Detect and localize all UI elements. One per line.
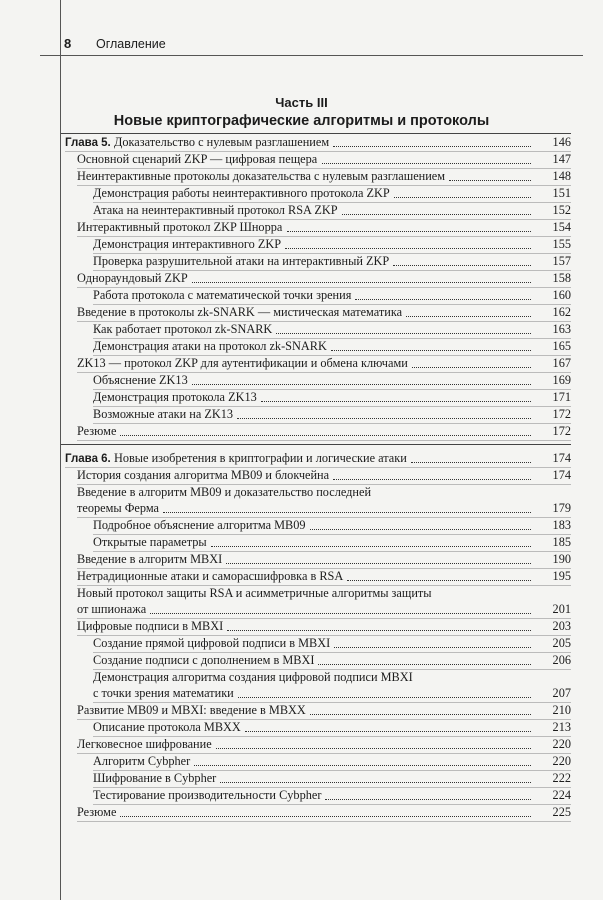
page-ref: 220 [552, 754, 571, 768]
page-ref: 179 [552, 501, 571, 515]
leader-dots [163, 512, 531, 513]
toc-entry-title [93, 254, 389, 270]
toc-entry-title [77, 152, 317, 168]
page-ref: 183 [552, 518, 571, 532]
row-rule [93, 423, 571, 424]
leader-dots [342, 214, 531, 215]
toc-entry-label: Однораундовый ZKP [77, 271, 188, 285]
leader-dots [276, 333, 531, 334]
toc-entry-label: ZK13 — протокол ZKP для аутентификации и обмена ключами [77, 356, 408, 370]
row-rule [77, 821, 571, 822]
toc-entry-title [93, 373, 188, 389]
page-ref: 163 [552, 322, 571, 336]
leader-dots [325, 799, 531, 800]
chapter-prefix: Глава 5. [65, 137, 114, 149]
leader-dots [333, 479, 531, 480]
page-ref: 205 [552, 636, 571, 650]
toc-entry-label: Нетрадиционные атаки и саморасшифровка в RSA [77, 569, 344, 583]
toc-entry-title [77, 805, 116, 821]
page-ref: 165 [552, 339, 571, 353]
toc-entry-title-line: Демонстрация алгоритма создания цифровой подписи MBXI [93, 670, 413, 684]
page-ref: 213 [552, 720, 571, 734]
toc-entry-title [77, 220, 282, 236]
toc-entry-label: теоремы Ферма [77, 501, 159, 515]
page-ref: 185 [552, 535, 571, 549]
toc-entry-label: Резюме [77, 805, 117, 819]
table-of-contents [60, 0, 571, 900]
row-rule [93, 804, 571, 805]
page-ref: 190 [552, 552, 571, 566]
leader-dots [226, 563, 531, 564]
leader-dots [347, 580, 531, 581]
leader-dots [285, 248, 531, 249]
toc-entry-title [77, 271, 188, 287]
toc-entry-label: от шпионажа [77, 602, 147, 616]
toc-entry-label: Демонстрация атаки на протокол zk-SNARK [93, 339, 327, 353]
page-ref: 195 [552, 569, 571, 583]
toc-entry-label: Новые изобретения в криптографии и логические атаки [113, 451, 407, 465]
toc-entry-label: Проверка разрушительной атаки на интерактивный ZKP [93, 254, 390, 268]
toc-entry-label: Введение в алгоритм MBXI [77, 552, 223, 566]
toc-entry-title [93, 771, 216, 787]
page-ref: 220 [552, 737, 571, 751]
page-ref: 174 [552, 468, 571, 482]
page-ref: 207 [552, 686, 571, 700]
leader-dots [150, 613, 531, 614]
leader-dots [449, 180, 531, 181]
page-ref: 147 [552, 152, 571, 166]
toc-entry-title [77, 501, 159, 517]
toc-entry-label: Атака на неинтерактивный протокол RSA ZKP [93, 203, 338, 217]
header-title: Оглавление [96, 37, 166, 51]
toc-entry-title [77, 305, 402, 321]
toc-entry-label: Открытые параметры [93, 535, 207, 549]
toc-entry-label: Создание подписи с дополнением в MBXI [93, 653, 315, 667]
toc-entry-label: Тестирование производительности Cybpher [93, 788, 322, 802]
leader-dots [318, 664, 531, 665]
leader-dots [237, 418, 531, 419]
leader-dots [245, 731, 531, 732]
page-ref: 146 [552, 135, 571, 149]
toc-entry-label: Шифрование в Cybpher [93, 771, 217, 785]
leader-dots [331, 350, 531, 351]
toc-entry-label: с точки зрения математики [93, 686, 234, 700]
page-ref: 172 [552, 424, 571, 438]
toc-entry-label: Развитие MB09 и MBXI: введение в MBXX [77, 703, 306, 717]
toc-entry-label: Легковесное шифрование [77, 737, 212, 751]
toc-entry-label: Возможные атаки на ZK13 [93, 407, 234, 421]
toc-entry-label: Интерактивный протокол ZKP Шнорра [77, 220, 283, 234]
toc-entry-title [77, 468, 329, 484]
toc-entry-title [93, 518, 306, 534]
toc-entry-title [93, 535, 207, 551]
toc-entry-label: Объяснение ZK13 [93, 373, 188, 387]
page-ref: 160 [552, 288, 571, 302]
leader-dots [194, 765, 531, 766]
toc-entry-label: Как работает протокол zk-SNARK [93, 322, 273, 336]
toc-entry-label: Описание протокола MBXX [93, 720, 241, 734]
page-ref: 155 [552, 237, 571, 251]
page-ref: 174 [552, 451, 571, 465]
toc-entry-label: Подробное объяснение алгоритма MB09 [93, 518, 306, 532]
leader-dots [227, 630, 531, 631]
toc-entry-label: Демонстрация протокола ZK13 [93, 390, 257, 404]
leader-dots [220, 782, 531, 783]
toc-entry-title [93, 186, 390, 202]
toc-entry-label: Цифровые подписи в MBXI [77, 619, 224, 633]
leader-dots [287, 231, 531, 232]
toc-entry-title [93, 788, 321, 804]
toc-entry-title [77, 737, 212, 753]
toc-entry-title [77, 602, 146, 618]
page-ref: 158 [552, 271, 571, 285]
toc-entry-title [77, 569, 343, 585]
page-ref: 169 [552, 373, 571, 387]
leader-dots [120, 435, 531, 436]
toc-entry-title [77, 356, 408, 372]
page-ref: 210 [552, 703, 571, 717]
leader-dots [322, 163, 531, 164]
leader-dots [411, 462, 531, 463]
toc-entry-label: Демонстрация интерактивного ZKP [93, 237, 282, 251]
toc-entry-title [93, 720, 241, 736]
toc-entry-label: Основной сценарий ZKP — цифровая пещера [77, 152, 318, 166]
leader-dots [412, 367, 531, 368]
page-ref: 154 [552, 220, 571, 234]
toc-entry-title-line: Введение в алгоритм MB09 и доказательство последней [77, 485, 372, 499]
leader-dots [310, 714, 531, 715]
toc-entry-label: Введение в протоколы zk-SNARK — мистическая математика [77, 305, 403, 319]
page-ref: 172 [552, 407, 571, 421]
toc-entry-label: Демонстрация работы неинтерактивного протокола ZKP [93, 186, 390, 200]
leader-dots [334, 647, 531, 648]
leader-dots [261, 401, 531, 402]
page-ref: 224 [552, 788, 571, 802]
leader-dots [120, 816, 531, 817]
leader-dots [216, 748, 531, 749]
toc-entry-title-line: Новый протокол защиты RSA и асимметричные алгоритмы защиты [77, 586, 432, 600]
toc-entry-label: Работа протокола с математической точки зрения [93, 288, 352, 302]
page-ref: 157 [552, 254, 571, 268]
leader-dots [192, 384, 531, 385]
toc-entry-title [93, 288, 351, 304]
page-ref: 201 [552, 602, 571, 616]
leader-dots [394, 197, 531, 198]
page-ref: 203 [552, 619, 571, 633]
toc-entry-title [77, 619, 223, 635]
page-ref: 206 [552, 653, 571, 667]
toc-entry-label: Алгоритм Cybpher [93, 754, 191, 768]
toc-entry-label: История создания алгоритма MB09 и блокчейна [77, 468, 330, 482]
row-rule [77, 440, 571, 441]
leader-dots [238, 697, 531, 698]
leader-dots [355, 299, 531, 300]
leader-dots [393, 265, 531, 266]
page-ref: 151 [552, 186, 571, 200]
chapter-prefix: Глава 6. [65, 453, 114, 465]
leader-dots [211, 546, 531, 547]
toc-entry-title [65, 135, 329, 152]
leader-dots [310, 529, 531, 530]
page-ref: 222 [552, 771, 571, 785]
page-ref: 171 [552, 390, 571, 404]
toc-entry-title [93, 390, 257, 406]
toc-entry-label: Создание прямой цифровой подписи в MBXI [93, 636, 331, 650]
toc-entry-title [93, 754, 190, 770]
toc-entry-label: Неинтерактивные протоколы доказательства с нулевым разглашением [77, 169, 446, 183]
leader-dots [192, 282, 531, 283]
toc-entry-label: Резюме [77, 424, 117, 438]
toc-entry-title [93, 407, 233, 423]
toc-entry-title [93, 636, 330, 652]
toc-entry-title [93, 322, 272, 338]
toc-entry-title [93, 203, 338, 219]
toc-entry-title [77, 169, 445, 185]
toc-entry-title [93, 237, 281, 253]
leader-dots [333, 146, 531, 147]
toc-entry-title [77, 424, 116, 440]
page-ref: 152 [552, 203, 571, 217]
page-ref: 148 [552, 169, 571, 183]
toc-entry-title [77, 552, 222, 568]
toc-entry-title [93, 339, 327, 355]
page-ref: 167 [552, 356, 571, 370]
part-title: Новые криптографические алгоритмы и протоколы [113, 113, 490, 129]
part-label: Часть III [275, 95, 328, 110]
toc-entry-title [93, 686, 234, 702]
toc-entry-title [93, 653, 314, 669]
leader-dots [406, 316, 531, 317]
toc-entry-title [65, 451, 407, 468]
page-number: 8 [64, 36, 72, 51]
page-ref: 162 [552, 305, 571, 319]
toc-entry-title [77, 703, 306, 719]
toc-entry-label: Доказательство с нулевым разглашением [113, 135, 330, 149]
page-ref: 225 [552, 805, 571, 819]
